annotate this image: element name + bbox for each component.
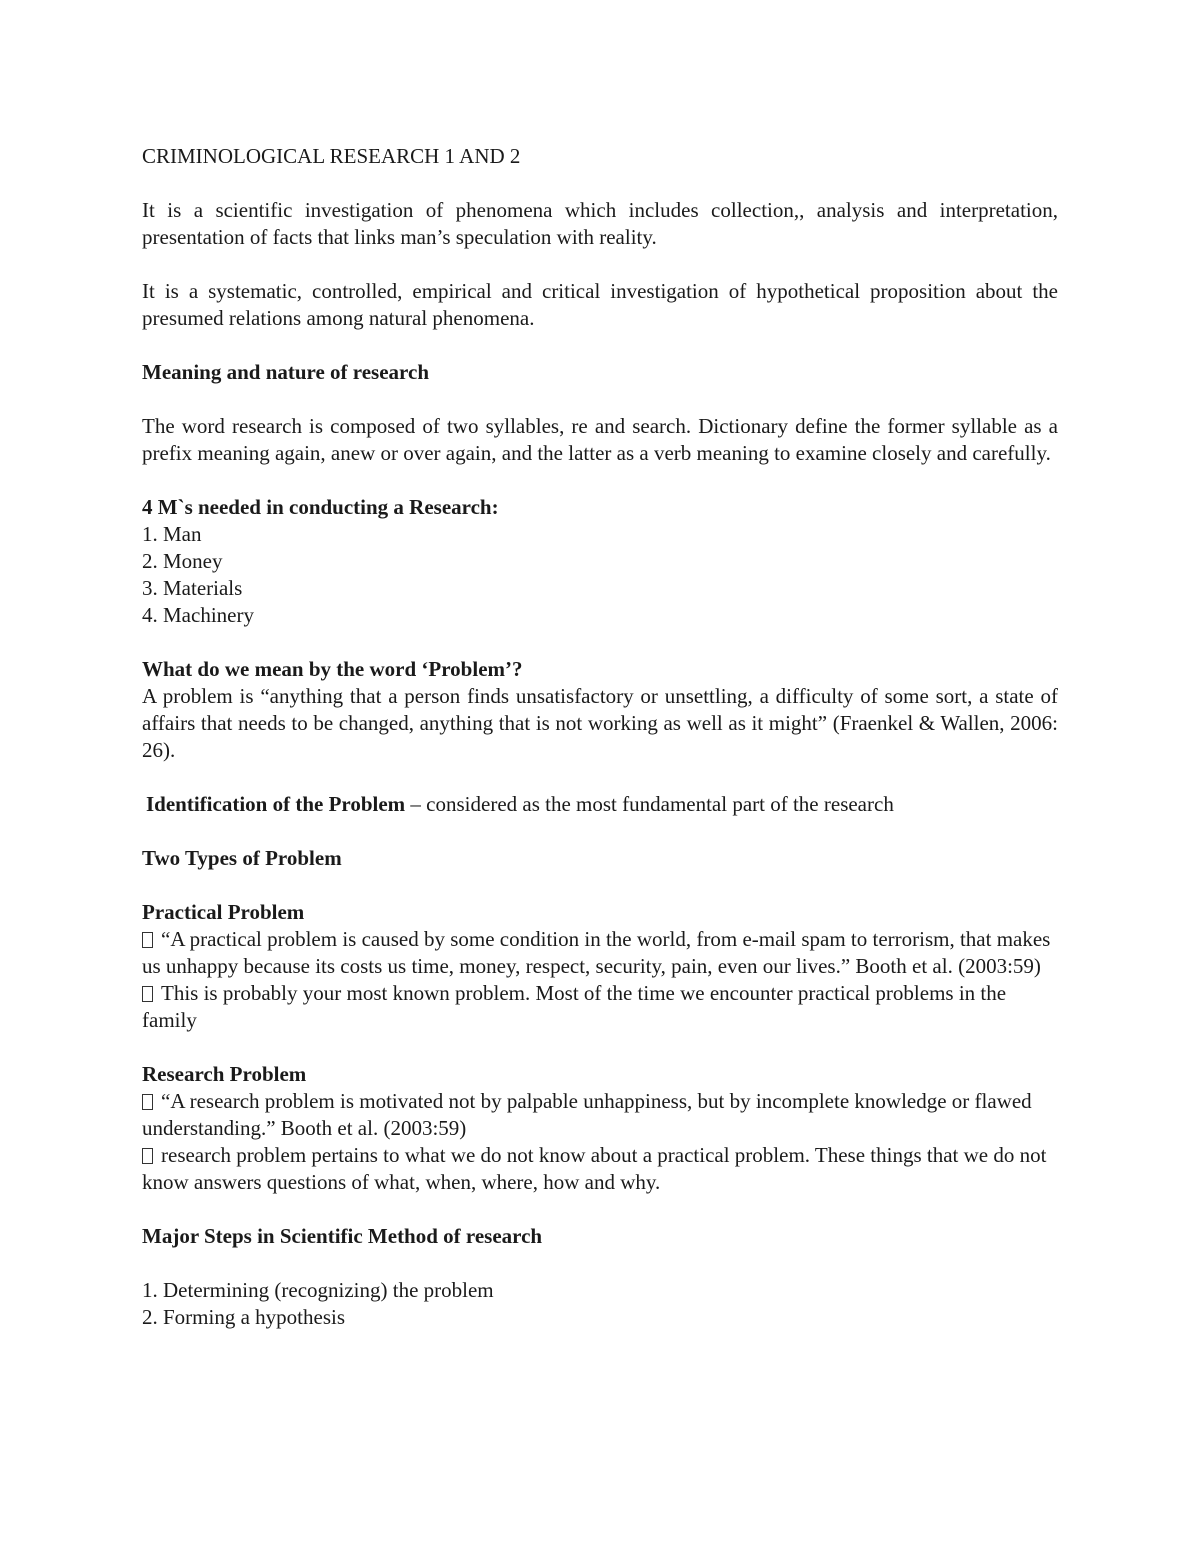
problem-paragraph: A problem is “anything that a person finds unsatisfactory or unsettling, a difficulty of some sort, a state of affairs that needs to be changed, anything that is not working as well as it might” (Fraenkel & Wallen, 2006: 26). <box>142 684 1058 762</box>
meaning-paragraph: The word research is composed of two syllables, re and search. Dictionary define the former syllable as a prefix meaning again, anew or over again, and the latter as a verb meaning to examine closely and carefully. <box>142 414 1058 465</box>
missing-glyph-bullet-icon <box>142 932 153 948</box>
major-steps-heading: Major Steps in Scientific Method of research <box>142 1224 543 1248</box>
identification-term: Identification of the Problem <box>146 792 406 816</box>
document-title: CRIMINOLOGICAL RESEARCH 1 AND 2 <box>142 144 521 168</box>
missing-glyph-bullet-icon <box>142 1148 153 1164</box>
bullet-item <box>142 980 1058 1034</box>
two-types-heading: Two Types of Problem <box>142 846 342 870</box>
list-item: 2. Forming a hypothesis <box>142 1305 345 1329</box>
definition-paragraph-1: It is a scientific investigation of phenomena which includes collection,, analysis and interpretation, presentation of facts that links man’s speculation with reality. <box>142 198 1058 249</box>
practical-problem-heading: Practical Problem <box>142 900 305 924</box>
identification-description: – considered as the most fundamental part of the research <box>405 792 894 816</box>
bullet-text: “A practical problem is caused by some condition in the world, from e-mail spam to terrorism, that makes us unhappy because its costs us time, money, respect, security, pain, even our lives.” Booth et al. (2003:59) <box>142 927 1051 978</box>
missing-glyph-bullet-icon <box>142 986 153 1002</box>
four-ms-heading: 4 M`s needed in conducting a Research: <box>142 495 499 519</box>
list-item: 1. Determining (recognizing) the problem <box>142 1278 494 1302</box>
bullet-item <box>142 1088 1058 1142</box>
list-item: 4. Machinery <box>142 603 254 627</box>
problem-heading: What do we mean by the word ‘Problem’? <box>142 657 523 681</box>
meaning-heading: Meaning and nature of research <box>142 360 429 384</box>
list-item: 2. Money <box>142 549 223 573</box>
bullet-item <box>142 926 1058 980</box>
identification-paragraph <box>142 791 1058 818</box>
bullet-item <box>142 1142 1058 1196</box>
bullet-text: research problem pertains to what we do not know about a practical problem. These things that we do not know answers questions of what, when, where, how and why. <box>142 1143 1047 1194</box>
definition-paragraph-2: It is a systematic, controlled, empirical and critical investigation of hypothetical proposition about the presumed relations among natural phenomena. <box>142 279 1058 330</box>
missing-glyph-bullet-icon <box>142 1094 153 1110</box>
list-item: 3. Materials <box>142 576 243 600</box>
list-item: 1. Man <box>142 522 202 546</box>
research-problem-heading: Research Problem <box>142 1062 307 1086</box>
document-page <box>142 143 1058 1331</box>
bullet-text: This is probably your most known problem. Most of the time we encounter practical problems in the family <box>142 981 1007 1032</box>
bullet-text: “A research problem is motivated not by palpable unhappiness, but by incomplete knowledge or flawed understanding.” Booth et al. (2003:59) <box>142 1089 1032 1140</box>
